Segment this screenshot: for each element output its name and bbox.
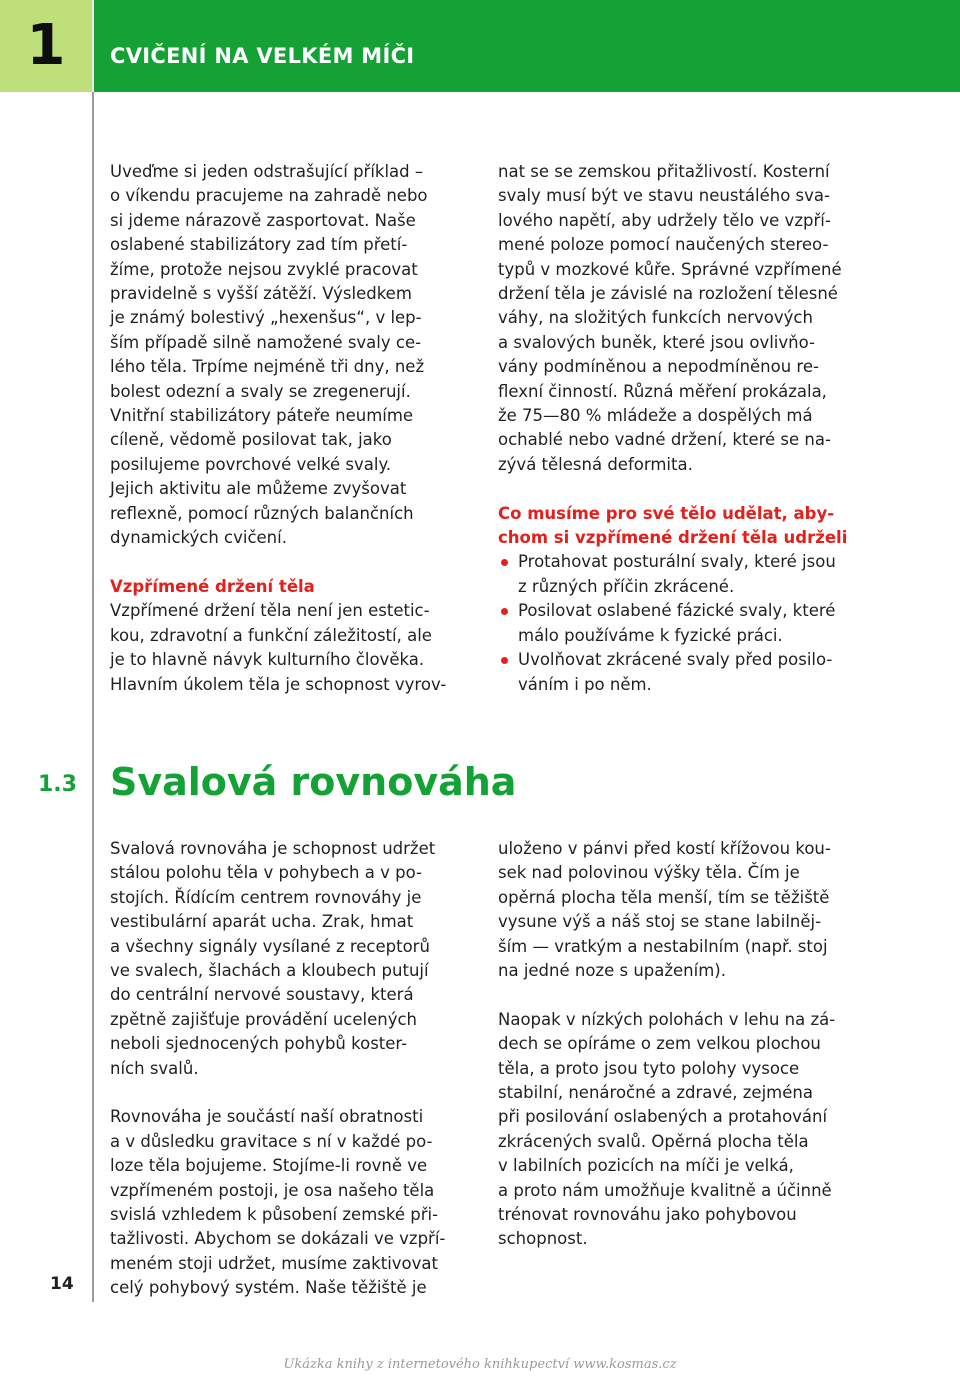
text-line: trénovat rovnováhu jako pohybovou xyxy=(498,1205,797,1225)
text-line: při posilování oslabených a protahování xyxy=(498,1107,828,1127)
text-line: že 75—80 % mládeže a dospělých má xyxy=(498,406,813,426)
text-line: Jejich aktivitu ale můžeme zvyšovat xyxy=(110,479,407,499)
text-line: ních svalů. xyxy=(110,1058,199,1078)
text-line: oslabené stabilizátory zad tím přetí- xyxy=(110,235,408,255)
text-line: pravidelně s vyšší zátěží. Výsledkem xyxy=(110,284,412,304)
section-number: 1.3 xyxy=(38,772,77,797)
text-line: do centrální nervové soustavy, která xyxy=(110,985,414,1005)
text-line: a svalových buněk, které jsou ovlivňo- xyxy=(498,332,815,352)
list-item xyxy=(498,550,863,599)
text-line: schopnost. xyxy=(498,1229,588,1249)
text-line: reflexně, pomocí různých balančních xyxy=(110,503,414,523)
balance-paragraph xyxy=(110,837,475,1081)
text-line: a v důsledku gravitace s ní v každé po- xyxy=(110,1131,433,1151)
text-line: dynamických cvičení. xyxy=(110,528,287,548)
subheading-what-to-do xyxy=(498,502,863,551)
text-line: vány podmíněnou a nepodmíněnou re- xyxy=(498,357,819,377)
text-column-bottom-right xyxy=(498,837,863,1252)
chapter-number: 1 xyxy=(26,13,66,78)
text-line: a proto nám umožňuje kvalitně a účinně xyxy=(498,1180,832,1200)
text-column-top-right xyxy=(498,160,863,697)
text-line: nat se se zemskou přitažlivostí. Kosterní xyxy=(498,162,830,181)
subheading-posture: Vzpřímené držení těla xyxy=(110,576,315,596)
text-line: těla, a proto jsou tyto polohy vysoce xyxy=(498,1058,800,1078)
text-line: ším — vratkým a nestabilním (např. stoj xyxy=(498,936,828,956)
intro-paragraph xyxy=(110,160,475,551)
text-line: svaly musí být ve stavu neustálého sva- xyxy=(498,186,830,206)
gravity-paragraph xyxy=(110,1105,475,1300)
text-line: Vnitřní stabilizátory páteře neumíme xyxy=(110,406,414,426)
text-line: váhy, na složitých funkcích nervových xyxy=(498,308,813,328)
text-column-top-left xyxy=(110,160,475,697)
text-line: lového napětí, aby udržely tělo ve vzpří- xyxy=(498,210,831,230)
text-line: stálou polohu těla v pohybech a v po- xyxy=(110,863,422,883)
text-line: je známý bolestivý „hexenšus“, v lep- xyxy=(110,308,422,328)
posture-paragraph xyxy=(110,599,475,697)
text-line: Rovnováha je součástí naší obratnosti xyxy=(110,1107,424,1127)
text-line: zpětně zajišťuje provádění ucelených xyxy=(110,1009,417,1029)
text-line: v labilních pozicích na míči je velká, xyxy=(498,1156,794,1176)
margin-rule xyxy=(92,92,94,1302)
footer-note: Ukázka knihy z internetového knihkupectví www.kosmas.cz xyxy=(283,1357,677,1372)
text-line: si jdeme nárazově zasportovat. Naše xyxy=(110,210,416,230)
text-line: Uvolňovat zkrácené svaly před posilo- xyxy=(518,650,833,670)
text-line: posilujeme povrchové velké svaly. xyxy=(110,454,392,474)
text-line: na jedné noze s upažením). xyxy=(498,961,726,981)
text-line: kou, zdravotní a funkční záležitostí, ale xyxy=(110,625,432,645)
text-line: flexní činností. Různá měření prokázala, xyxy=(498,381,827,401)
text-line: dech se opíráme o zem velkou plochou xyxy=(498,1034,821,1054)
page-number: 14 xyxy=(50,1274,74,1294)
text-line: a všechny signály vysílané z receptorů xyxy=(110,936,430,956)
list-item xyxy=(498,599,863,648)
text-line: málo používáme k fyzické práci. xyxy=(518,625,783,645)
text-line: stabilní, nenáročné a zdravé, zejména xyxy=(498,1083,813,1103)
low-positions-paragraph xyxy=(498,1008,863,1252)
text-line: Svalová rovnováha je schopnost udržet xyxy=(110,839,436,858)
text-line: sek nad polovinou výšky těla. Čím je xyxy=(498,863,800,883)
section-title: Svalová rovnováha xyxy=(110,760,517,804)
text-line: Hlavním úkolem těla je schopnost vyrov- xyxy=(110,674,447,694)
text-line: lého těla. Trpíme nejméně tři dny, než xyxy=(110,357,425,377)
text-line: o víkendu pracujeme na zahradě nebo xyxy=(110,186,428,206)
text-line: z různých příčin zkrácené. xyxy=(518,576,735,596)
text-line: tažlivosti. Abychom se dokázali ve vzpří- xyxy=(110,1229,446,1249)
text-line: Protahovat posturální svaly, které jsou xyxy=(518,552,836,572)
text-line: celý pohybový systém. Naše těžiště je xyxy=(110,1278,427,1298)
text-column-bottom-left xyxy=(110,837,475,1301)
text-line: bolest odezní a svaly se zregenerují. xyxy=(110,381,411,401)
text-line: opěrná plocha těla menší, tím se těžiště xyxy=(498,887,830,907)
text-line: žíme, protože nejsou zvyklé pracovat xyxy=(110,259,418,279)
text-line: Uveďme si jeden odstrašující příklad – xyxy=(110,162,424,181)
text-line: Posilovat oslabené fázické svaly, které xyxy=(518,601,836,621)
list-item xyxy=(498,648,863,697)
text-line: uloženo v pánvi před kostí křížovou kou- xyxy=(498,839,831,858)
text-line: zývá tělesná deformita. xyxy=(498,454,693,474)
text-line: Co musíme pro své tělo udělat, aby- xyxy=(498,503,835,523)
text-line: ve svalech, šlachách a kloubech putují xyxy=(110,961,429,981)
text-line: váním i po něm. xyxy=(518,674,652,694)
text-line: zkrácených svalů. Opěrná plocha těla xyxy=(498,1131,809,1151)
bullet-list xyxy=(498,550,863,696)
text-line: Naopak v nízkých polohách v lehu na zá- xyxy=(498,1009,836,1029)
text-line: stojích. Řídícím centrem rovnováhy je xyxy=(110,887,422,907)
text-line: držení těla je závislé na rozložení tělesné xyxy=(498,284,838,304)
text-line: typů v mozkové kůře. Správné vzpřímené xyxy=(498,259,842,279)
text-line: loze těla bojujeme. Stojíme-li rovně ve xyxy=(110,1156,428,1176)
chapter-number-box xyxy=(0,0,92,92)
text-line: cíleně, vědomě posilovat tak, jako xyxy=(110,430,392,450)
text-line: neboli sjednocených pohybů koster- xyxy=(110,1034,408,1054)
text-line: ochablé nebo vadné držení, které se na- xyxy=(498,430,831,450)
text-line: vzpřímeném postoji, je osa našeho těla xyxy=(110,1180,435,1200)
text-line: ším případě silně namožené svaly ce- xyxy=(110,332,422,352)
center-of-gravity-paragraph xyxy=(498,837,863,983)
text-line: meném stoji udržet, musíme zaktivovat xyxy=(110,1253,438,1273)
text-line: chom si vzpřímené držení těla udrželi xyxy=(498,528,848,548)
chapter-title: CVIČENÍ NA VELKÉM MÍČI xyxy=(110,44,415,68)
text-line: Vzpřímené držení těla není jen estetic- xyxy=(110,601,430,621)
text-line: mené poloze pomocí naučených stereo- xyxy=(498,235,829,255)
text-line: vestibulární aparát ucha. Zrak, hmat xyxy=(110,912,414,932)
text-line: vysune výš a náš stoj se stane labilněj- xyxy=(498,912,822,932)
text-line: svislá vzhledem k působení zemské při- xyxy=(110,1205,439,1225)
continued-paragraph xyxy=(498,160,863,477)
text-line: je to hlavně návyk kulturního člověka. xyxy=(110,650,425,670)
